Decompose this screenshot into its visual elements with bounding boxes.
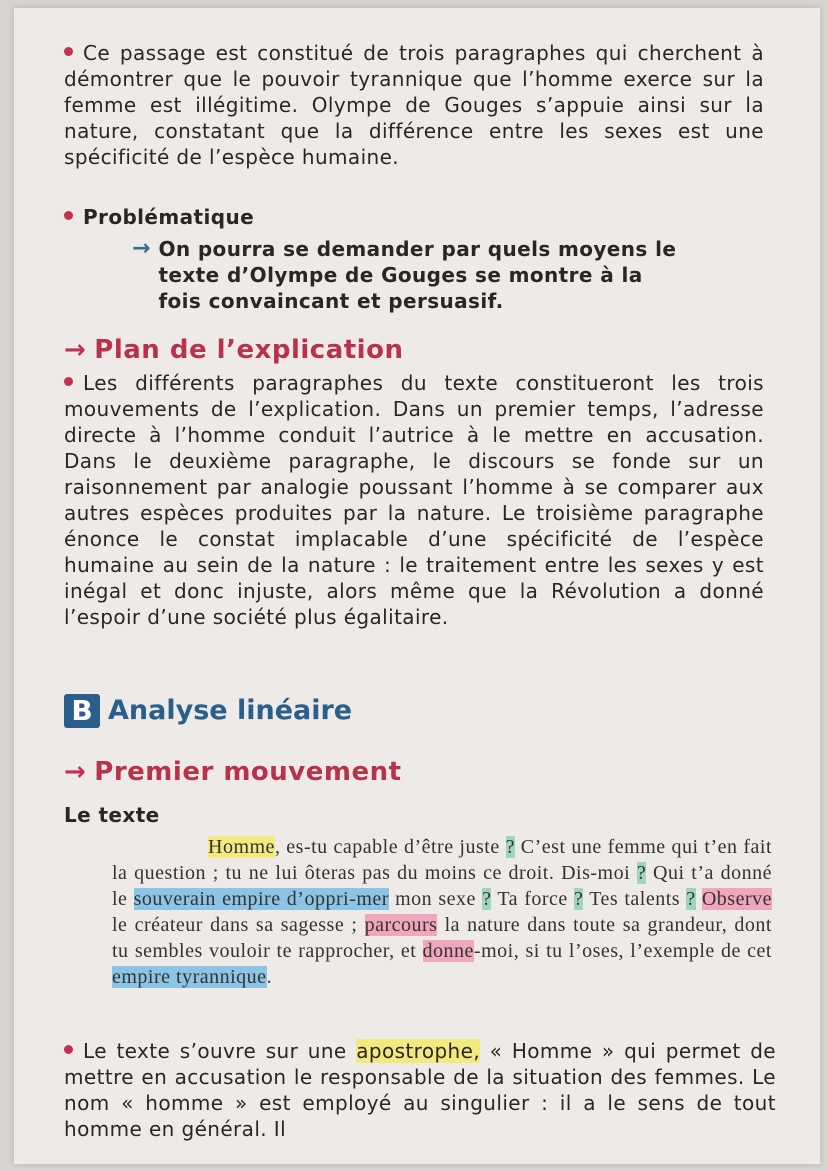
highlighted-segment: ? [482,888,492,910]
arrow-right-icon: → [64,757,87,787]
arrow-right-icon: → [64,335,87,365]
document-page [14,8,820,1164]
plan-heading [64,334,764,366]
premier-mouvement-text: Premier mouvement [94,757,402,787]
highlighted-segment: Observe [701,888,772,910]
analyse-highlight: apostrophe, [356,1039,481,1063]
highlighted-segment: empire tyrannique [112,966,267,988]
highlighted-segment: donne [422,940,474,962]
section-b-title: Analyse linéaire [108,695,353,726]
problematique-label: Problématique [83,205,255,229]
bullet-icon [64,377,73,386]
problematique-label-row [64,204,764,230]
plan-paragraph [64,370,764,630]
intro-text: Ce passage est constitué de trois paragraphes qui cherchent à démontrer que le pouvoir tyrannique que l’homme exerce sur la femme est illégitime. Olympe de Gouges s’appuie ainsi sur la nature, constatant que la différence entre les sexes est une spécificité de l’espèce humaine. [64,41,764,169]
arrow-right-icon: → [132,236,151,261]
quoted-text [112,834,772,990]
text-segment: Qui t’a donné le [112,862,772,910]
section-b-heading [64,694,764,728]
problematique-row [132,236,692,314]
text-segment [696,888,702,910]
intro-paragraph [64,40,764,170]
highlighted-segment: ? [636,862,647,884]
text-segment: . [266,966,273,988]
text-segment: -moi, si tu l’oses, l’exemple de cet [473,940,772,962]
section-letter-badge: B [64,694,100,728]
highlighted-segment: ? [505,836,515,858]
bullet-icon [64,211,73,220]
highlighted-segment: mer [356,888,389,910]
text-segment: la nature dans toute sa grandeur, dont tu sembles vouloir te rapprocher, et [112,914,772,962]
analyse-text-before: Le texte s’ouvre sur une [83,1039,357,1063]
text-segment: mon sexe [388,888,483,910]
analyse-paragraph [64,1038,776,1142]
text-segment: Ta force [491,888,574,910]
le-texte-label: Le texte [64,803,160,827]
highlighted-segment: ? [573,888,584,910]
problematique-text: On pourra se demander par quels moyens le texte d’Olympe de Gouges se montre à la fois convaincant et persuasif. [158,237,677,313]
highlighted-segment: ? [686,888,696,910]
plan-heading-text: Plan de l’explication [94,335,404,365]
text-segment: , es-tu capable d’être juste [274,836,506,858]
text-segment: le créateur dans sa sagesse ; [112,914,365,936]
bullet-icon [64,1045,73,1054]
highlighted-segment: parcours [364,914,438,936]
highlighted-segment: Homme [208,836,275,858]
text-segment: Tes talents [583,888,687,910]
plan-text: Les différents paragraphes du texte constitueront les trois mouvements de l’explication. Dans un premier temps, l’adresse directe à l’homme conduit l’autrice à le mettre en accusation. Dans le deuxième paragraphe, le discours se fonde sur un raisonnement par analogie poussant l’homme à se comparer aux autres espèces produites par la nature. Le troisième paragraphe énonce le constat implacable d’une spécificité de l’espèce humaine au sein de la nature : le traitement entre les sexes y est inégal et donc injuste, alors même que la Révolution a donné l’espoir d’une société plus égalitaire. [64,371,764,629]
highlighted-segment: souverain empire d’oppri- [133,888,357,910]
premier-mouvement-heading [64,756,764,788]
text-segment: C’est une femme qui t’en fait la question ; tu ne lui ôteras pas du moins ce droit. Dis-moi [112,836,772,884]
analyse-text-after: « Homme » qui permet de mettre en accusation le responsable de la situation des femmes. Le nom « homme » est employé au singulier : il a le sens de tout homme en général. Il [64,1039,776,1141]
bullet-icon [64,47,73,56]
